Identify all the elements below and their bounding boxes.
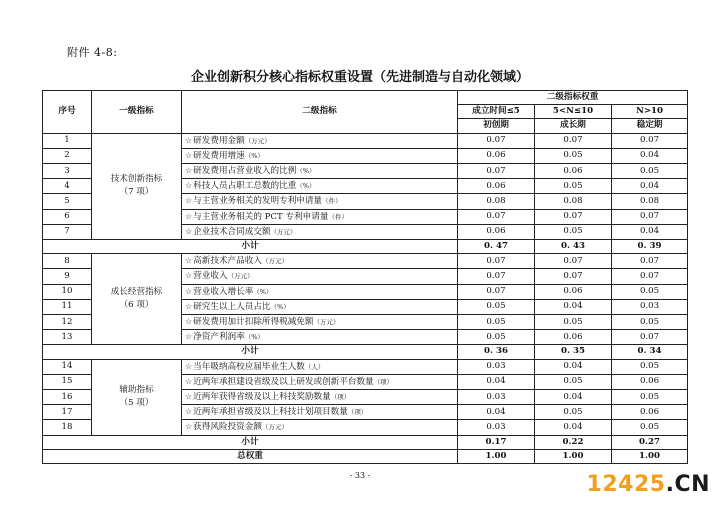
weight-value: 0.07 [535,209,612,224]
level2-unit: （万元） [261,423,288,432]
level2-unit: （件） [322,197,342,206]
level2-indicator [182,359,458,374]
watermark-tld: CN [674,472,710,497]
weight-value: 0.04 [535,359,612,374]
header-weight: 二级指标权重 [458,91,688,105]
level2-unit: （万元） [270,227,297,236]
level2-unit: （件） [328,212,348,221]
weight-value: 0.04 [612,148,688,163]
star-icon: ☆ [185,286,193,296]
watermark-number: 12425 [586,472,666,497]
weight-value: 0.05 [612,390,688,405]
subtotal-value: 0.17 [458,435,535,449]
level2-indicator [182,209,458,224]
weight-value: 0.03 [458,390,535,405]
weight-value: 0.05 [535,374,612,389]
weight-value: 0.07 [535,133,612,148]
level2-indicator [182,405,458,420]
header-stage-3: 稳定期 [612,119,688,133]
level2-name: 科技人员占职工总数的比重 [193,181,297,192]
weight-value: 0.05 [535,224,612,239]
weight-value: 0.07 [535,269,612,284]
level2-unit: （项） [373,377,394,386]
level2-indicator [182,224,458,239]
level2-name: 与主营业务相关的发明专利申请量 [193,196,323,207]
level1-name: 成长经营指标 [110,287,163,298]
level2-indicator [182,164,458,179]
weight-value: 0.05 [535,405,612,420]
header-stage-1: 初创期 [458,119,535,133]
level2-unit: （万元） [227,272,254,281]
weight-value: 0.06 [535,330,612,345]
weight-value: 0.04 [612,179,688,194]
level2-name: 净资产利润率 [193,332,245,343]
level2-indicator [182,299,458,314]
subtotal-row [43,345,688,359]
subtotal-value: 0.22 [535,435,612,449]
subtotal-value: 0. 35 [535,345,612,359]
star-icon: ☆ [185,256,193,266]
level2-name: 营业收入 [193,271,228,282]
weight-value: 0.07 [612,209,688,224]
page-title: 企业创新积分核心指标权重设置（先进制造与自动化领域） [190,70,529,85]
weight-value: 0.08 [535,194,612,209]
level2-name: 近两年承担省级及以上科技计划项目数量 [193,407,348,418]
level2-name: 研发费用增速 [193,150,245,161]
level2-indicator [182,179,458,194]
level1-count: （6 项） [119,300,154,311]
level2-unit: （%） [244,151,264,160]
weight-value: 0.05 [535,148,612,163]
level2-indicator [182,254,458,269]
row-seq: 9 [43,269,92,284]
weight-value: 0.06 [458,224,535,239]
level2-name: 获得风险投资金额 [193,422,262,433]
weight-value: 0.04 [458,374,535,389]
weight-value: 0.04 [535,420,612,435]
table-row [43,359,688,374]
level2-name: 企业技术合同成交额 [193,226,271,237]
star-icon: ☆ [185,150,193,160]
subtotal-label: 小计 [43,435,458,449]
level2-name: 当年吸纳高校应届毕业生人数 [193,361,305,372]
header-range-3: N>10 [612,105,688,119]
header-level1: 一级指标 [92,91,182,134]
level1-indicator [92,133,182,239]
row-seq: 17 [43,405,92,420]
row-seq: 4 [43,179,92,194]
weight-value: 0.05 [535,179,612,194]
weight-value: 0.08 [612,194,688,209]
row-seq: 5 [43,194,92,209]
level2-indicator [182,194,458,209]
star-icon: ☆ [185,211,193,221]
level1-name: 辅助指标 [119,384,154,395]
subtotal-row [43,240,688,254]
level1-count: （7 项） [119,187,154,198]
header-range-1: 成立时间≤5 [458,105,535,119]
weight-value: 0.06 [612,374,688,389]
level1-name: 技术创新指标 [110,174,163,185]
total-value: 1.00 [458,449,535,463]
table-row [43,254,688,269]
level2-name: 高新技术产品收入 [193,256,262,267]
weight-value: 0.03 [612,299,688,314]
level2-indicator [182,148,458,163]
weight-value: 0.05 [612,315,688,330]
total-value: 1.00 [535,449,612,463]
subtotal-label: 小计 [43,345,458,359]
site-watermark-logo [587,472,710,497]
row-seq: 7 [43,224,92,239]
level2-name: 研究生以上人员占比 [193,301,271,312]
weight-value: 0.06 [535,284,612,299]
level2-unit: （万元） [261,257,288,266]
subtotal-row [43,435,688,449]
subtotal-value: 0. 34 [612,345,688,359]
page-number: - 33 - [349,471,371,480]
level2-unit: （%） [270,302,290,311]
subtotal-value: 0. 39 [612,240,688,254]
level2-unit: （万元） [244,136,271,145]
table-body [43,133,688,463]
row-seq: 11 [43,299,92,314]
level2-unit: （%） [296,167,316,176]
weight-value: 0.07 [612,254,688,269]
subtotal-value: 0. 36 [458,345,535,359]
subtotal-label: 小计 [43,240,458,254]
total-value: 1.00 [612,449,688,463]
row-seq: 18 [43,420,92,435]
subtotal-value: 0. 47 [458,240,535,254]
row-seq: 13 [43,330,92,345]
weight-value: 0.06 [458,148,535,163]
weight-value: 0.07 [458,254,535,269]
weight-value: 0.05 [612,359,688,374]
star-icon: ☆ [185,196,193,206]
weight-value: 0.07 [458,133,535,148]
weight-value: 0.05 [535,315,612,330]
weight-value: 0.06 [458,179,535,194]
weight-value: 0.07 [612,133,688,148]
weight-value: 0.05 [458,299,535,314]
level2-name: 研发费用占营业收入的比例 [193,166,297,177]
weight-value: 0.07 [458,164,535,179]
star-icon: ☆ [185,422,193,432]
level1-indicator [92,359,182,435]
weight-value: 0.07 [535,254,612,269]
weight-value: 0.03 [458,359,535,374]
star-icon: ☆ [185,332,193,342]
row-seq: 16 [43,390,92,405]
star-icon: ☆ [185,301,193,311]
star-icon: ☆ [185,376,193,386]
weight-value: 0.05 [458,330,535,345]
weight-value: 0.08 [458,194,535,209]
level2-unit: （%） [244,333,264,342]
star-icon: ☆ [185,361,193,371]
weight-value: 0.06 [612,405,688,420]
level2-unit: （%） [296,182,316,191]
level2-unit: （%） [253,287,273,296]
level2-indicator [182,374,458,389]
star-icon: ☆ [185,317,193,327]
star-icon: ☆ [185,392,193,402]
row-seq: 8 [43,254,92,269]
weight-value: 0.04 [458,405,535,420]
row-seq: 14 [43,359,92,374]
weight-value: 0.03 [458,420,535,435]
level2-indicator [182,390,458,405]
subtotal-value: 0. 43 [535,240,612,254]
weight-value: 0.07 [612,269,688,284]
weight-value: 0.07 [458,284,535,299]
star-icon: ☆ [185,271,193,281]
level2-name: 研发费用加计扣除所得税减免额 [193,317,314,328]
level2-name: 研发费用金额 [193,135,245,146]
level2-indicator [182,330,458,345]
level2-unit: （人） [304,362,325,371]
weight-table [42,90,688,464]
row-seq: 15 [43,374,92,389]
weight-value: 0.04 [612,224,688,239]
row-seq: 3 [43,164,92,179]
header-level2: 二级指标 [182,91,458,134]
header-seq: 序号 [43,91,92,134]
row-seq: 1 [43,133,92,148]
table-row [43,133,688,148]
weight-value: 0.05 [612,284,688,299]
weight-value: 0.07 [458,209,535,224]
weight-value: 0.05 [458,315,535,330]
weight-value: 0.06 [535,164,612,179]
row-seq: 6 [43,209,92,224]
level2-name: 近两年承担建设省级及以上研发或创新平台数量 [193,376,374,387]
appendix-label: 附件 4-8: [67,46,118,59]
star-icon: ☆ [185,181,193,191]
level2-indicator [182,284,458,299]
row-seq: 12 [43,315,92,330]
level2-name: 营业收入增长率 [193,286,254,297]
weight-value: 0.05 [612,420,688,435]
level2-indicator [182,133,458,148]
star-icon: ☆ [185,226,193,236]
total-row [43,449,688,463]
level2-unit: （项） [347,408,368,417]
weight-value: 0.07 [612,330,688,345]
level2-unit: （项） [330,393,351,402]
weight-value: 0.05 [612,164,688,179]
level2-name: 与主营业务相关的 PCT 专利申请量 [193,211,329,222]
star-icon: ☆ [185,407,193,417]
star-icon: ☆ [185,135,193,145]
level2-name: 近两年获得省级及以上科技奖励数量 [193,392,331,403]
header-range-2: 5<N≤10 [535,105,612,119]
level1-count: （5 项） [119,398,154,409]
weight-value: 0.04 [535,299,612,314]
watermark-dot: . [665,472,675,497]
header-stage-2: 成长期 [535,119,612,133]
level1-indicator [92,254,182,345]
row-seq: 10 [43,284,92,299]
total-label: 总权重 [43,449,458,463]
subtotal-value: 0.27 [612,435,688,449]
level2-indicator [182,315,458,330]
row-seq: 2 [43,148,92,163]
weight-value: 0.04 [535,390,612,405]
level2-indicator [182,420,458,435]
level2-indicator [182,269,458,284]
weight-value: 0.07 [458,269,535,284]
level2-unit: （万元） [313,318,340,327]
star-icon: ☆ [185,166,193,176]
